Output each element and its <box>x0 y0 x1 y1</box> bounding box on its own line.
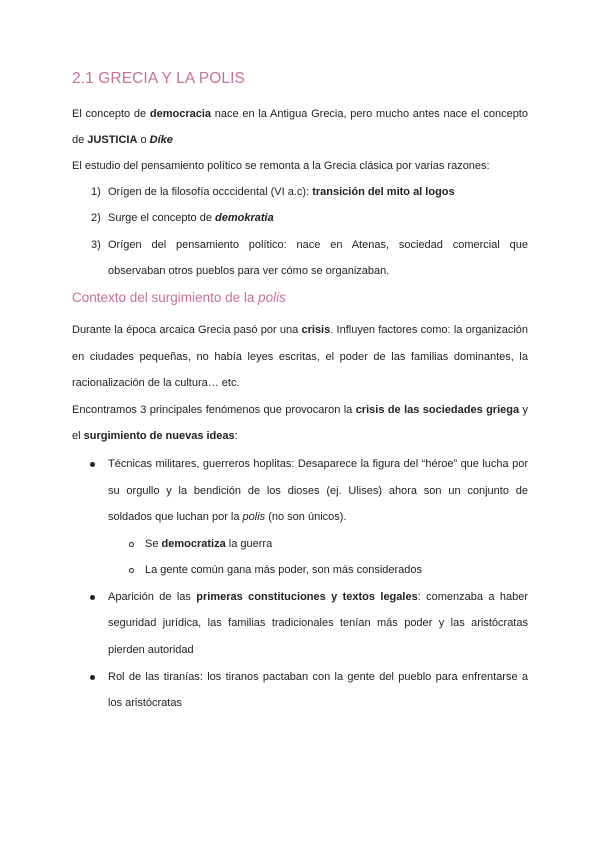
text-run: . Influyen factores como: la organización <box>330 324 528 336</box>
bold-run: primeras constituciones y textos legales <box>196 591 418 603</box>
text-run: el <box>72 430 84 442</box>
list-item-2 <box>108 211 528 225</box>
sub-bullet-circle <box>129 542 134 547</box>
bullet-dot <box>90 595 95 600</box>
list-number: 2) <box>91 212 101 224</box>
text-run: soldados que luchan por la <box>108 511 243 523</box>
intro-line-2 <box>72 133 528 147</box>
context-line-4 <box>72 403 528 417</box>
text-run: Orígen de la filosofía occcidental (VI a.c): <box>108 186 313 198</box>
bold-italic-term-demokratia: demokratia <box>215 212 274 224</box>
list-item-3-continuation: observaban otros pueblos para ver cómo se organizaban. <box>108 265 390 277</box>
bullet-1-line-2: su orgullo y la bendición de los dioses (ej. Ulises) ahora son un conjunto de <box>108 485 528 497</box>
bullet-dot <box>90 462 95 467</box>
list-number: 3) <box>91 239 101 251</box>
text-run: Surge el concepto de <box>108 212 216 224</box>
text-run: Encontramos 3 principales fenómenos que provocaron la <box>72 404 356 416</box>
sub-bullet-circle <box>129 568 134 573</box>
text-run: : comenzaba a haber <box>417 591 528 603</box>
text-run: nace en la Antigua Grecia, pero mucho antes nace el concepto <box>211 108 528 120</box>
bold-term-democratiza: democratiza <box>161 538 226 550</box>
bold-term-crisis: crisis <box>301 324 331 336</box>
text-run: de <box>72 134 88 146</box>
text-run: Se <box>145 538 162 550</box>
sub-bullet-1 <box>145 537 528 551</box>
bullet-3-line-2: los aristócratas <box>108 697 182 709</box>
bullet-2-line-3: pierden autoridad <box>108 644 194 656</box>
bold-run: transición del mito al logos <box>312 186 455 198</box>
subsection-title <box>72 290 286 305</box>
list-item-3: Orígen del pensamiento político: nace en Atenas, sociedad comercial que <box>108 239 528 251</box>
bullet-1-line-1: Técnicas militares, guerreros hoplitas: Desaparece la figura del “héroe” que lucha por <box>108 458 528 470</box>
italic-term-polis: polis <box>258 290 286 305</box>
intro-line-1 <box>72 107 528 121</box>
context-line-1 <box>72 323 528 337</box>
text-run: y <box>519 404 528 416</box>
text-run: Aparición de las <box>108 591 197 603</box>
context-line-3: racionalización de la cultura… etc. <box>72 377 240 389</box>
bold-run: surgimiento de nuevas ideas <box>83 430 235 442</box>
bullet-1-line-3 <box>108 510 528 524</box>
text-run: la guerra <box>225 538 273 550</box>
bullet-2-line-1 <box>108 590 528 604</box>
text-run: o <box>137 134 150 146</box>
bullet-2-line-2: seguridad jurídica, las familias tradicionales tenían más poder y las aristócratas <box>108 617 528 629</box>
bold-term-democracia: democracia <box>149 108 212 120</box>
italic-term-polis: polis <box>242 511 266 523</box>
section-title: 2.1 GRECIA Y LA POLIS <box>72 70 245 87</box>
context-line-2: en ciudades pequeñas, no había leyes escritas, el poder de las familias dominantes, la <box>72 351 528 363</box>
bold-italic-term-dike: Díke <box>149 134 173 146</box>
sub-bullet-2: La gente común gana más poder, son más considerados <box>145 564 423 576</box>
text-run: (no son únicos). <box>265 511 347 523</box>
text-run: El concepto de <box>72 108 150 120</box>
bullet-3-line-1: Rol de las tiranías: los tiranos pactaban con la gente del pueblo para enfrentarse a <box>108 671 528 683</box>
list-number: 1) <box>91 186 101 198</box>
intro-line-3: El estudio del pensamiento político se remonta a la Grecia clásica por varias razones: <box>72 160 490 172</box>
bold-run: crisis de las sociedades griega <box>355 404 520 416</box>
text-run: Durante la época arcaica Grecia pasó por una <box>72 324 302 336</box>
context-line-5 <box>72 429 528 443</box>
text-run: : <box>234 430 238 442</box>
bold-term-justicia: JUSTICIA <box>87 134 138 146</box>
bullet-dot <box>90 675 95 680</box>
list-item-1 <box>108 185 528 199</box>
text-run: Contexto del surgimiento de la <box>72 290 259 305</box>
